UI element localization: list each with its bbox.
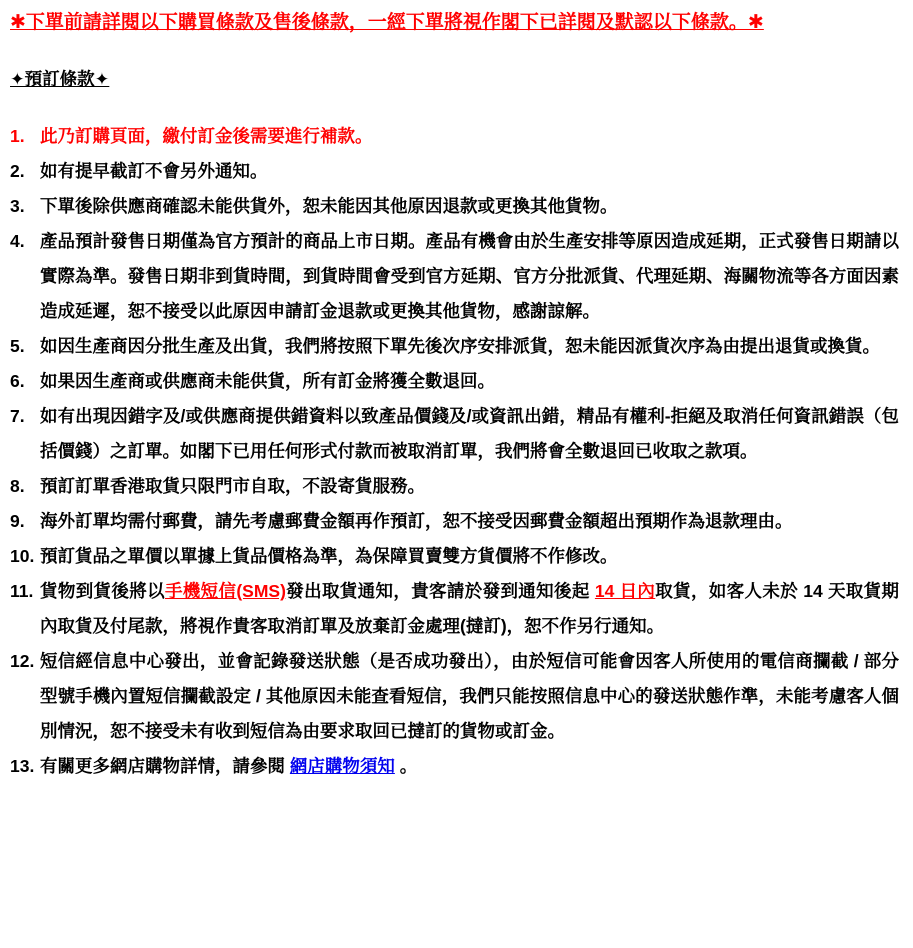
term-number: 13. (10, 756, 35, 776)
term-text: 產品預計發售日期僅為官方預計的商品上市日期。產品有機會由於生產安排等原因造成延期，正式發售日期請以實際為準。發售日期非到貨時間，到貨時間會受到官方延期、官方分批派貨、代理延期、海關物流等各方面因素造成延遲，恕不接受以此原因申請訂金退款或更換其他貨物，感謝諒解。 (40, 231, 899, 321)
term-text: 。 (394, 756, 418, 776)
term-text: 有關更多網店購物詳情，請參閱 (40, 756, 290, 776)
terms-list (10, 119, 899, 784)
term-number: 5. (10, 336, 25, 356)
term-item (10, 504, 899, 539)
term-number: 3. (10, 196, 25, 216)
term-number: 9. (10, 511, 25, 531)
term-item (10, 469, 899, 504)
term-number: 7. (10, 406, 25, 426)
sms-highlight: 手機短信(SMS) (164, 581, 286, 601)
term-number: 12. (10, 651, 35, 671)
term-number: 4. (10, 231, 25, 251)
term-item (10, 329, 899, 364)
term-text: 貨物到貨後將以 (40, 581, 165, 601)
term-item (10, 399, 899, 469)
term-text: 如有出現因錯字及/或供應商提供錯資料以致產品價錢及/或資訊出錯，精品有權利-拒絕及取消任何資訊錯誤（包括價錢）之訂單。如閣下已用任何形式付款而被取消訂單，我們將會全數退回已收取之款項。 (40, 406, 899, 461)
term-item (10, 224, 899, 329)
term-text: 預訂訂單香港取貨只限門市自取，不設寄貨服務。 (40, 476, 425, 496)
term-number: 10. (10, 546, 35, 566)
section-heading: ✦預訂條款✦ (10, 69, 110, 89)
term-text: 如有提早截訂不會另外通知。 (40, 161, 268, 181)
term-item (10, 364, 899, 399)
term-item (10, 644, 899, 749)
term-item (10, 749, 899, 784)
pickup-deadline-highlight: 14 日內 (594, 581, 656, 601)
term-text: 預訂貨品之單價以單據上貨品價格為準，為保障買賣雙方貨價將不作修改。 (40, 546, 618, 566)
term-item (10, 119, 899, 154)
term-text: 下單後除供應商確認未能供貨外，恕未能因其他原因退款或更換其他貨物。 (40, 196, 618, 216)
term-text: 海外訂單均需付郵費，請先考慮郵費金額再作預訂，恕不接受因郵費金額超出預期作為退款理由。 (40, 511, 793, 531)
term-text: 發出取貨通知，貴客請於發到通知後起 (285, 581, 595, 601)
term-text: 取貨，如客人未於 14 天取貨期內取貨及付尾款，將視作貴客取消訂單及放棄訂金處理(撻訂)，恕不作另行通知。 (40, 581, 899, 636)
term-item (10, 154, 899, 189)
shop-guide-link[interactable]: 網店購物須知 (289, 756, 395, 776)
term-text: 短信經信息中心發出，並會記錄發送狀態（是否成功發出），由於短信可能會因客人所使用的電信商攔截 / 部分型號手機內置短信攔截設定 / 其他原因未能查看短信，我們只能按照信息中心的發送狀態作準，未能考慮客人個別情況，恕不接受未有收到短信為由要求取回已撻訂的貨物或訂金。 (40, 651, 899, 741)
term-text: 此乃訂購頁面，繳付訂金後需要進行補款。 (40, 126, 373, 146)
term-number: 2. (10, 161, 25, 181)
term-text: 如果因生產商或供應商未能供貨，所有訂金將獲全數退回。 (40, 371, 495, 391)
notice-title: ✱下單前請詳閱以下購買條款及售後條款，一經下單將視作閣下已詳閱及默認以下條款。✱ (10, 12, 764, 33)
term-number: 6. (10, 371, 25, 391)
term-number: 11. (10, 581, 34, 601)
term-text: 如因生產商因分批生產及出貨，我們將按照下單先後次序安排派貨，恕未能因派貨次序為由提出退貨或換貨。 (40, 336, 880, 356)
term-item (10, 539, 899, 574)
term-number: 1. (10, 126, 25, 146)
term-item (10, 574, 899, 644)
term-number: 8. (10, 476, 25, 496)
term-item (10, 189, 899, 224)
